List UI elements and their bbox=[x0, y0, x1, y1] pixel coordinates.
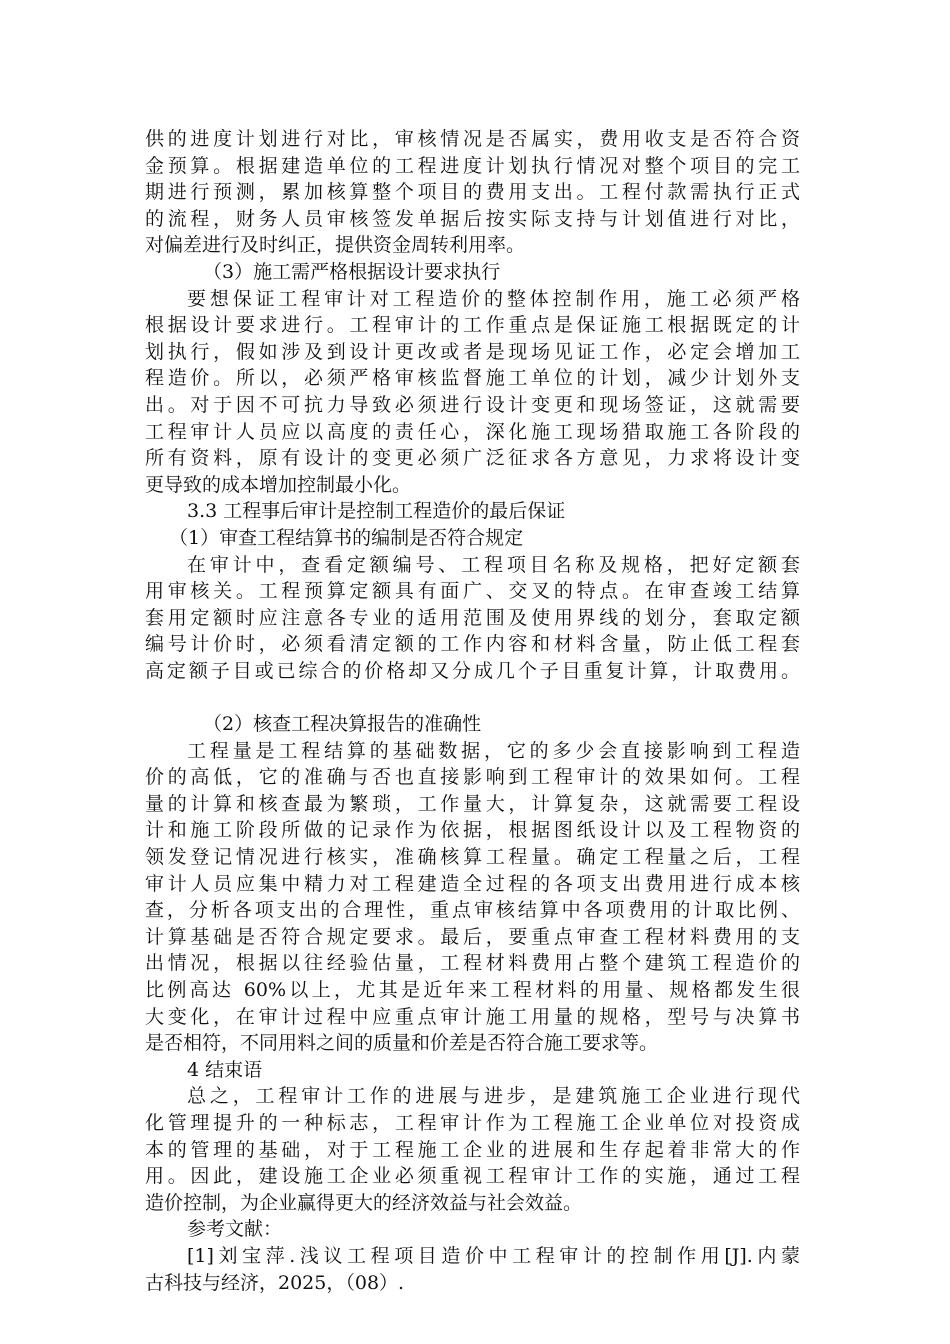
paragraph-line: 本的管理的基础，对于工程施工企业的进展和生存起着非常大的作 bbox=[145, 1138, 800, 1161]
paragraph-line: 用。因此，建设施工企业必须重视工程审计工作的实施，通过工程 bbox=[145, 1165, 800, 1188]
paragraph-line: 价的高低，它的准确与否也直接影响到工程审计的效果如何。工程 bbox=[145, 766, 800, 789]
section-heading-4: 4 结束语 bbox=[187, 1058, 263, 1081]
blank-line bbox=[145, 684, 800, 711]
paragraph-line: 划执行，假如涉及到设计更改或者是现场见证工作，必定会增加工 bbox=[145, 340, 800, 363]
paragraph-line: 对偏差进行及时纠正，提供资金周转利用率。 bbox=[145, 234, 526, 257]
paragraph-line: 所有资料，原有设计的变更必须广泛征求各方意见，力求将设计变 bbox=[145, 447, 800, 470]
paragraph-line: 计和施工阶段所做的记录作为依据，根据图纸设计以及工程物资的 bbox=[145, 819, 800, 842]
paragraph-line: 量的计算和核查最为繁琐，工作量大，计算复杂，这就需要工程设 bbox=[145, 792, 800, 815]
paragraph-line: 工程审计人员应以高度的责任心，深化施工现场猎取施工各阶段的 bbox=[145, 420, 800, 443]
paragraph-line: 领发登记情况进行核实，准确核算工程量。确定工程量之后，工程 bbox=[145, 846, 800, 869]
paragraph-line: 用审核关。工程预算定额具有面广、交叉的特点。在审查竣工结算 bbox=[145, 580, 800, 603]
paragraph-line: 出。对于因不可抗力导致必须进行设计变更和现场签证，这就需要 bbox=[145, 393, 800, 416]
paragraph-line: 程造价。所以，必须严格审核监督施工单位的计划，减少计划外支 bbox=[145, 367, 800, 390]
paragraph-line: 编号计价时，必须看清定额的工作内容和材料含量，防止低工程套 bbox=[145, 633, 800, 656]
paragraph-line: 总之，工程审计工作的进展与进步，是建筑施工企业进行现代 bbox=[187, 1085, 800, 1108]
paragraph-line: 审计人员应集中精力对工程建造全过程的各项支出费用进行成本核 bbox=[145, 872, 800, 895]
paragraph-line: 查，分析各项支出的合理性，重点审核结算中各项费用的计取比例、 bbox=[145, 899, 800, 922]
paragraph-line: 出情况，根据以往经验估量，工程材料费用占整个建筑工程造价的 bbox=[145, 952, 800, 975]
reference-line: 古科技与经济，2025，（08）. bbox=[145, 1271, 405, 1294]
paragraph-line: 金预算。根据建造单位的工程进度计划执行情况对整个项目的完工 bbox=[145, 154, 800, 177]
paragraph-line: 在审计中，查看定额编号、工程项目名称及规格，把好定额套 bbox=[187, 553, 800, 576]
paragraph-line: 是否相符，不同用料之间的质量和价差是否符合施工要求等。 bbox=[145, 1032, 659, 1055]
paragraph-line: 化管理提升的一种标志，工程审计作为工程施工企业单位对投资成 bbox=[145, 1111, 800, 1134]
paragraph-line: 比例高达 60%以上，尤其是近年来工程材料的用量、规格都发生很 bbox=[145, 979, 800, 1001]
text-column bbox=[145, 126, 800, 1296]
paragraph-line: 供的进度计划进行对比，审核情况是否属实，费用收支是否符合资 bbox=[145, 128, 800, 150]
paragraph-line: 工程量是工程结算的基础数据，它的多少会直接影响到工程造 bbox=[187, 739, 800, 762]
subheading-1: （1）审查工程结算书的编制是否符合规定 bbox=[169, 526, 524, 549]
subheading-2: （2）核查工程决算报告的准确性 bbox=[203, 713, 482, 736]
paragraph-line: 根据设计要求进行。工程审计的工作重点是保证施工根据既定的计 bbox=[145, 314, 800, 337]
references-label: 参考文献： bbox=[187, 1218, 283, 1241]
reference-line: [1]刘宝萍.浅议工程项目造价中工程审计的控制作用[J].内蒙 bbox=[187, 1244, 800, 1267]
paragraph-line: 要想保证工程审计对工程造价的整体控制作用，施工必须严格 bbox=[187, 287, 800, 310]
subheading-3: （3）施工需严格根据设计要求执行 bbox=[203, 260, 501, 283]
paragraph-line: 造价控制，为企业赢得更大的经济效益与社会效益。 bbox=[145, 1191, 583, 1214]
paragraph-line: 大变化，在审计过程中应重点审计施工用量的规格，型号与决算书 bbox=[145, 1005, 800, 1028]
paragraph-line: 更导致的成本增加控制最小化。 bbox=[145, 473, 412, 496]
section-heading-3-3: 3.3 工程事后审计是控制工程造价的最后保证 bbox=[187, 500, 566, 523]
paragraph-line: 的流程，财务人员审核签发单据后按实际支持与计划值进行对比， bbox=[145, 207, 800, 230]
paragraph-line: 套用定额时应注意各专业的适用范围及使用界线的划分，套取定额 bbox=[145, 606, 800, 629]
paragraph-line: 期进行预测，累加核算整个项目的费用支出。工程付款需执行正式 bbox=[145, 181, 800, 204]
paragraph-line: 高定额子目或已综合的价格却又分成几个子目重复计算，计取费用。 bbox=[145, 659, 800, 682]
paragraph-line: 计算基础是否符合规定要求。最后，要重点审查工程材料费用的支 bbox=[145, 925, 800, 948]
